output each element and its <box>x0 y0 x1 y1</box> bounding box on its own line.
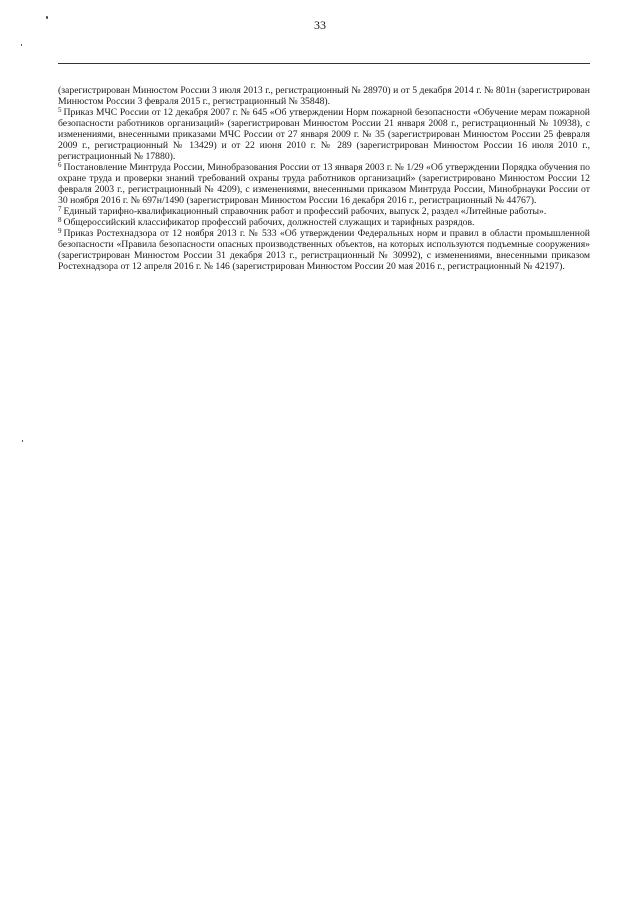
footnote-marker: 5 <box>58 106 62 114</box>
footnote-marker: 9 <box>58 227 62 235</box>
footnote-separator <box>58 63 590 64</box>
footnote-text: (зарегистрирован Минюстом России 3 июля 2013 г., регистрационный № 28970) и от 5 декабря 2014 г. № 801н (зарегистрирован Минюстом России 3 февраля 2015 г., регистрационный № 35848). <box>58 85 590 107</box>
footnotes-block <box>58 85 590 272</box>
footnote-9 <box>58 228 590 272</box>
footnote-text: Приказ МЧС России от 12 декабря 2007 г. № 645 «Об утверждении Норм пожарной безопасности «Обучение мерам пожарной безопасности работников организаций» (зарегистрирован Минюстом России 21 января 2008 г., регистрационный № 10938), с изменениями, внесенными приказами МЧС России от 27 января 2009 г. № 35 (зарегистрирован Минюстом России 25 февраля 2009 г., регистрационный № 13429) и от 22 июня 2010 г. № 289 (зарегистрирован Минюстом России 16 июля 2010 г., регистрационный № 17880). <box>58 107 590 162</box>
footnote-7 <box>58 206 590 217</box>
scan-speck <box>46 16 48 19</box>
scan-speck <box>22 440 23 442</box>
footnote-5 <box>58 107 590 162</box>
footnote-marker: 6 <box>58 161 62 169</box>
footnote-text: Общероссийский классификатор профессий рабочих, должностей служащих и тарифных разрядов. <box>63 217 475 228</box>
footnote-6 <box>58 162 590 206</box>
footnote-marker: 8 <box>58 216 62 224</box>
footnote-marker: 7 <box>58 205 62 213</box>
scan-speck <box>21 44 22 46</box>
footnote-continuation <box>58 85 590 107</box>
footnote-text: Постановление Минтруда России, Минобразования России от 13 января 2003 г. № 1/29 «Об утверждении Порядка обучения по охране труда и проверки знаний требований охраны труда работников организаций» (зарегистрировано Минюстом России 12 февраля 2003 г., регистрационный № 4209), с изменениями, внесенными приказом Минтруда России, Минобрнауки России от 30 ноября 2016 г. № 697н/1490 (зарегистрирован Минюстом России 16 декабря 2016 г., регистрационный № 44767). <box>58 162 590 206</box>
footnote-text: Приказ Ростехнадзора от 12 ноября 2013 г. № 533 «Об утверждении Федеральных норм и правил в области промышленной безопасности «Правила безопасности опасных производственных объектов, на которых используются подъемные сооружения» (зарегистрирован Минюстом России 31 декабря 2013 г., регистрационный № 30992), с изменениями, внесенными приказом Ростехнадзора от 12 апреля 2016 г. № 146 (зарегистрирован Минюстом России 20 мая 2016 г., регистрационный № 42197). <box>58 228 590 272</box>
footnote-8 <box>58 217 590 228</box>
footnote-text: Единый тарифно-квалификационный справочник работ и профессий рабочих, выпуск 2, раздел «Литейные работы». <box>63 206 547 217</box>
page-number: 33 <box>314 18 326 32</box>
